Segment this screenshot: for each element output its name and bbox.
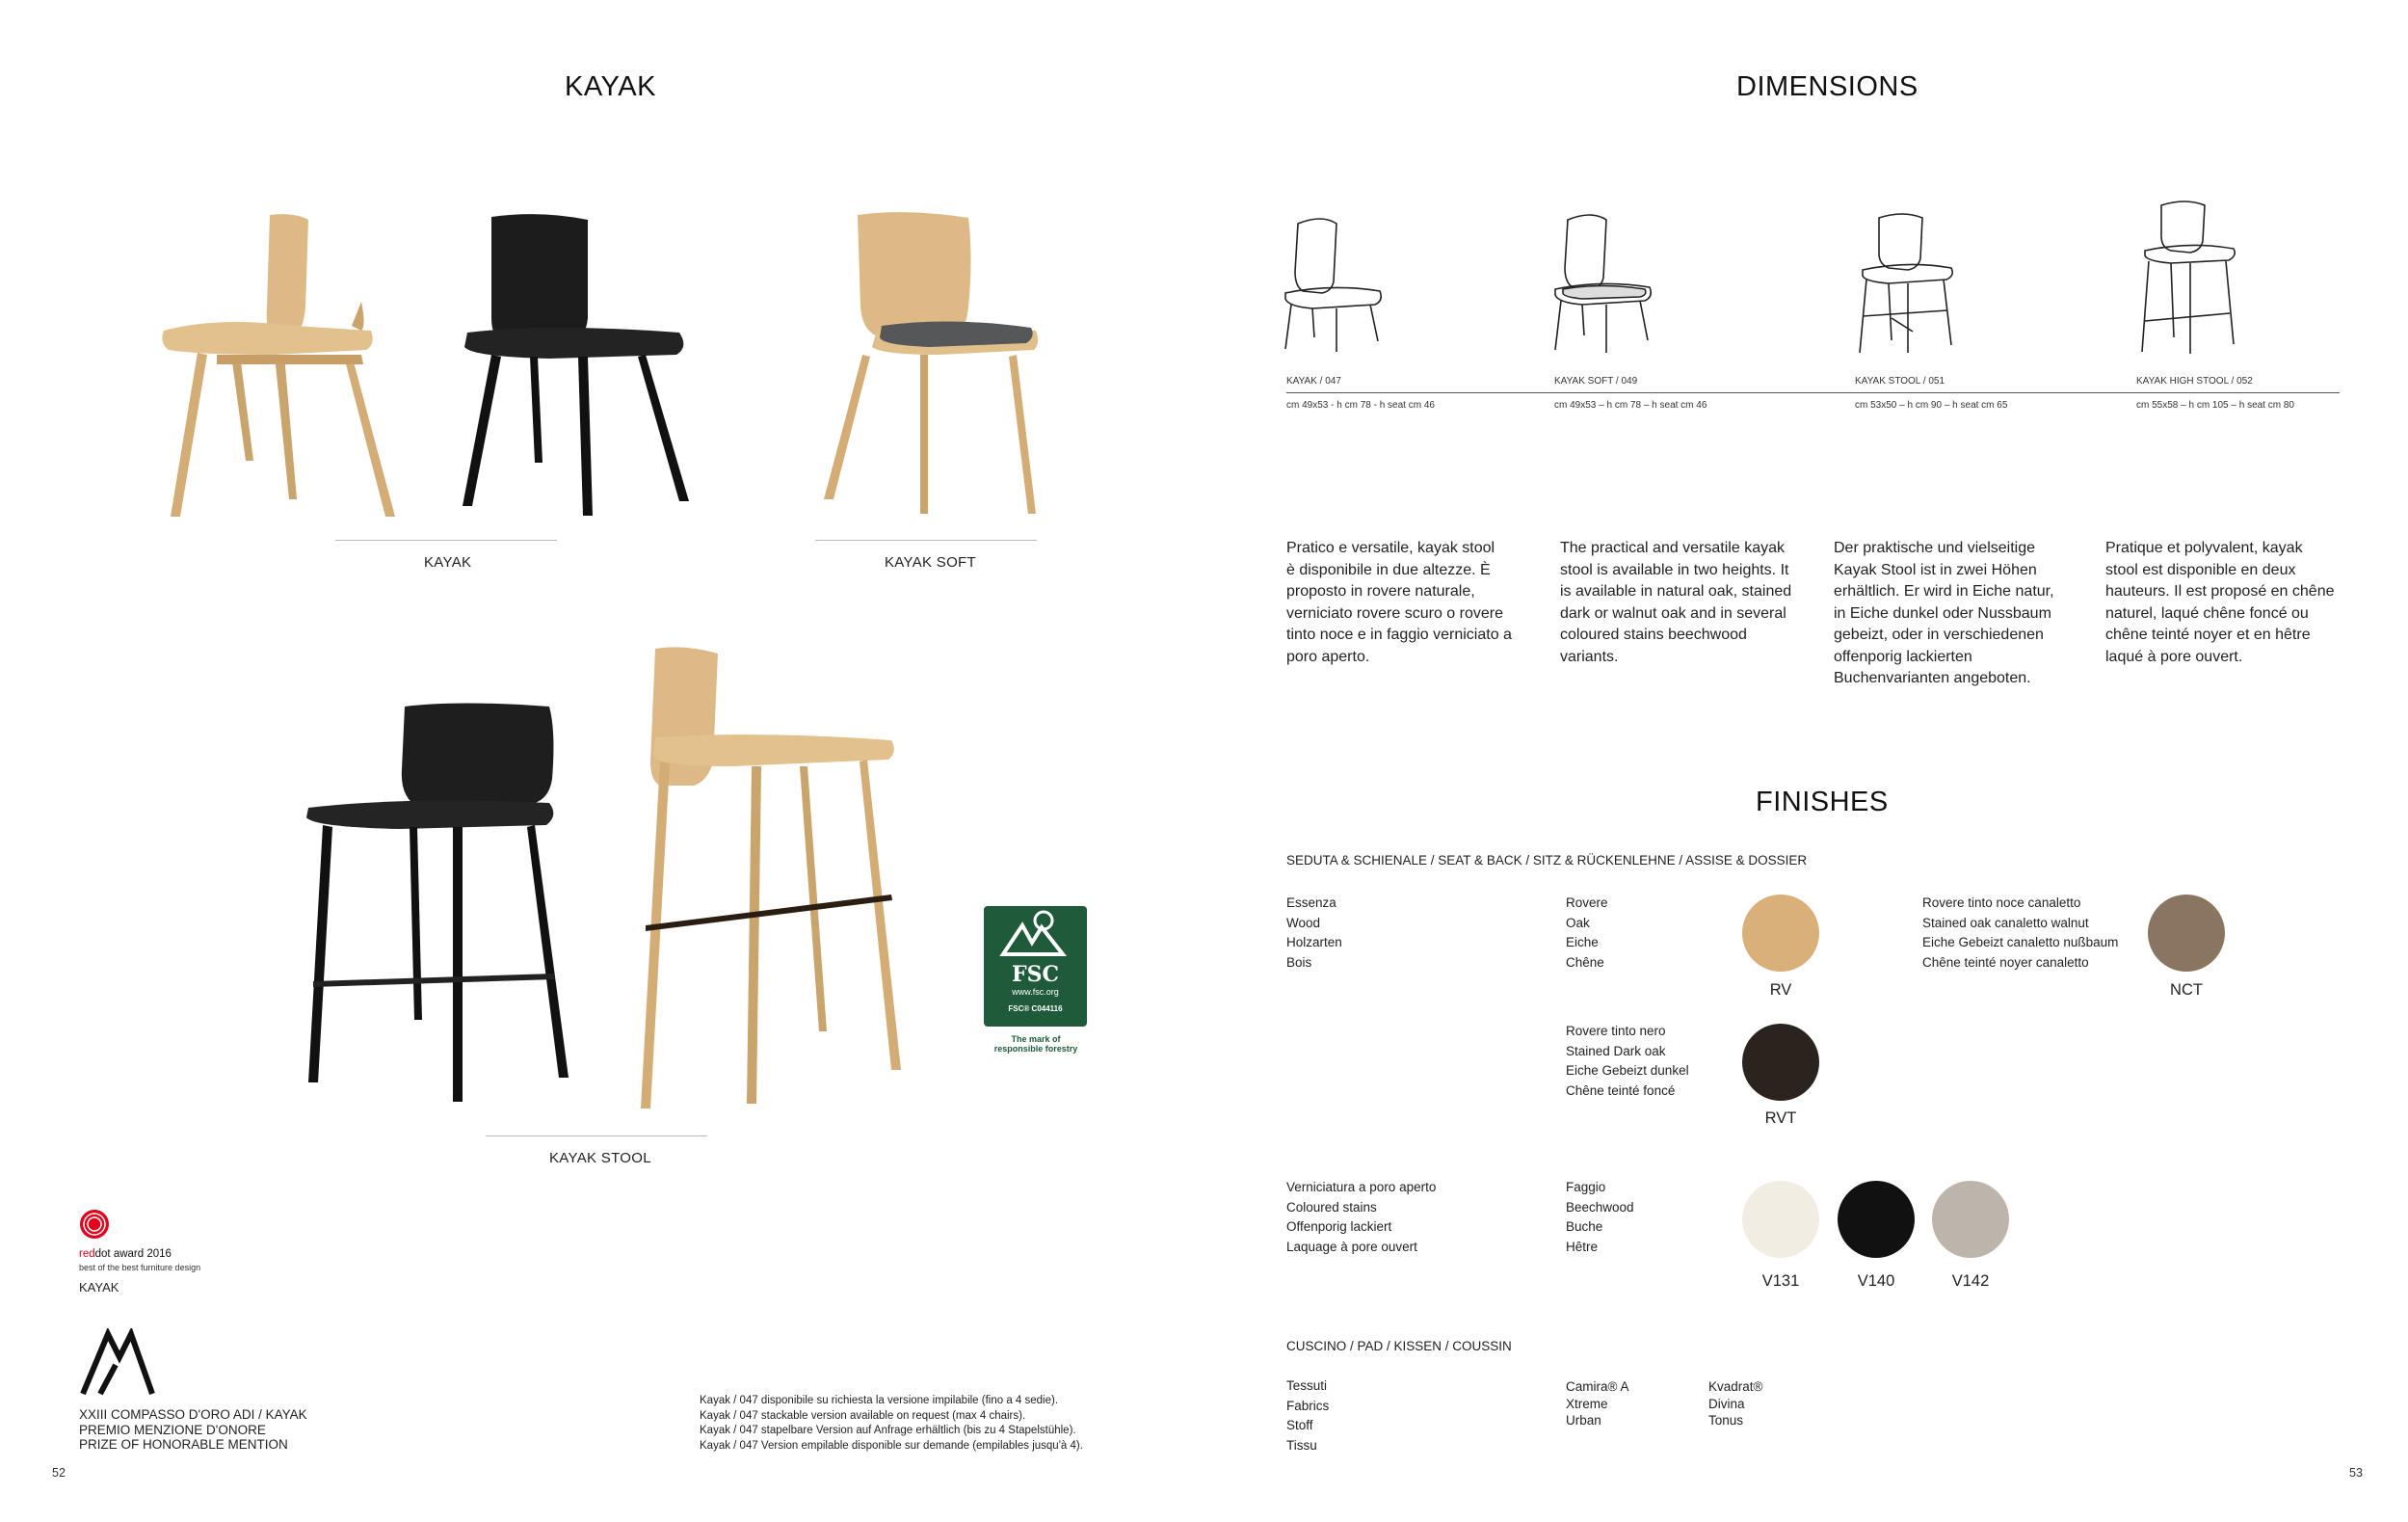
kayak-soft-chair-image [824,210,1045,519]
fsc-url: www.fsc.org [1012,987,1059,997]
reddot-category: best of the best furniture design [79,1263,201,1272]
model-dims-049: cm 49x53 – h cm 78 – h seat cm 46 [1554,400,1707,411]
fsc-tree-icon [984,906,1087,964]
fabrics-camira-list: Camira® A Xtreme Urban [1566,1379,1629,1428]
model-code-049: KAYAK SOFT / 049 [1554,376,1638,387]
kayak-black-chair-image [453,212,694,521]
swatch-v140-code: V140 [1857,1272,1895,1290]
description-french: Pratique et polyvalent, kayak stool est disponible en deux hauteurs. Il est proposé en chêne naturel, laqué chêne foncé ou chêne teinté noyer et en hêtre laqué à pore ouvert. [2105,540,2335,665]
canaletto-list: Rovere tinto noce canaletto Stained oak canaletto walnut Eiche Gebeizt canaletto nußbaum Chêne teinté noyer canaletto [1922,895,2119,970]
model-code-051: KAYAK STOOL / 051 [1855,376,1945,387]
kayak-stool-label: KAYAK STOOL [549,1150,651,1166]
fsc-name: FSC [1011,962,1060,987]
kayak-stool-oak-image [617,646,906,1108]
swatch-v131-code: V131 [1761,1272,1800,1290]
compasso-text: XXIII COMPASSO D'ORO ADI / KAYAK PREMIO MENZIONE D'ONORE PRIZE OF HONORABLE MENTION [79,1407,307,1452]
swatch-rv [1742,895,1819,972]
kayak-label: KAYAK [424,554,472,571]
kayak-oak-chair-image [159,210,410,519]
reddot-product: KAYAK [79,1280,119,1295]
tessuti-list: Tessuti Fabrics Stoff Tissu [1286,1378,1330,1453]
swatch-nct-code: NCT [2170,981,2203,999]
kayak-soft-049-drawing [1553,210,1659,355]
left-page-number: 52 [52,1466,66,1480]
cuscino-heading: CUSCINO / PAD / KISSEN / COUSSIN [1286,1339,1512,1353]
model-dims-051: cm 53x50 – h cm 90 – h seat cm 65 [1855,400,2008,411]
faggio-list: Faggio Beechwood Buche Hêtre [1566,1180,1634,1254]
dimensions-rule [1286,392,2340,393]
fabrics-kvadrat-list: Kvadrat® Divina Tonus [1708,1379,1763,1428]
kayak-stool-black-image [304,702,593,1107]
stackable-notes: Kayak / 047 disponibile su richiesta la versione impilabile (fino a 4 sedie). Kayak / 047 stackable version available on request (max 4 chairs). Kayak / 047 stapelbare Version auf Anfrage erhältlich (bis zu 4 Stapelstühle). Kayak / 047 Version empilable disponible sur demande (empilables jusqu'à 4). [700,1395,1083,1452]
swatch-rvt [1742,1024,1819,1101]
kayak-stool-label-rule [486,1135,707,1136]
swatch-nct [2148,895,2225,972]
swatch-v131 [1742,1181,1819,1258]
swatch-rv-code: RV [1769,981,1792,999]
model-code-052: KAYAK HIGH STOOL / 052 [2136,376,2253,387]
kayak-label-rule [335,540,557,541]
right-page-number: 53 [2349,1466,2363,1480]
swatch-v142 [1932,1181,2009,1258]
kayak-stool-051-drawing [1855,210,1961,355]
left-page-title: KAYAK [565,71,656,102]
essenza-list: Essenza Wood Holzarten Bois [1286,895,1342,970]
swatch-v140 [1838,1181,1915,1258]
nero-list: Rovere tinto nero Stained Dark oak Eiche Gebeizt dunkel Chêne teinté foncé [1566,1024,1689,1098]
swatch-v142-code: V142 [1951,1272,1990,1290]
description-german: Der praktische und vielseitige Kayak Stool ist in zwei Höhen erhältlich. Er wird in Eiche natur, in Eiche dunkel oder Nussbaum gebeizt, oder in verschiedenen offenporig lackierten Buchenvarianten angeboten. [1834,540,2054,686]
model-code-047: KAYAK / 047 [1286,376,1341,387]
fsc-code: FSC® C044116 [1008,1004,1063,1013]
model-dims-052: cm 55x58 – h cm 105 – h seat cm 80 [2136,400,2294,411]
rovere-list: Rovere Oak Eiche Chêne [1566,895,1608,970]
seat-back-heading: SEDUTA & SCHIENALE / SEAT & BACK / SITZ & RÜCKENLEHNE / ASSISE & DOSSIER [1286,853,1808,868]
kayak-high-stool-052-drawing [2137,198,2243,357]
fsc-tagline: The mark of responsible forestry [993,1034,1078,1054]
kayak-soft-label-rule [815,540,1037,541]
reddot-logo-icon [79,1209,110,1240]
verniciatura-list: Verniciatura a poro aperto Coloured stains Offenporig lackiert Laquage à pore ouvert [1286,1180,1437,1254]
fsc-logo [984,906,1087,1027]
compasso-logo-icon [79,1328,156,1396]
description-english: The practical and versatile kayak stool is available in two heights. It is available in natural oak, stained dark or walnut oak and in several coloured stains beechwood variants. [1560,540,1792,665]
finishes-title: FINISHES [1756,787,1889,817]
kayak-soft-label: KAYAK SOFT [885,554,976,571]
kayak-047-drawing [1283,214,1389,354]
dimensions-title: DIMENSIONS [1736,71,1918,102]
reddot-award: reddot award 2016 [79,1248,172,1260]
swatch-rvt-code: RVT [1764,1109,1797,1127]
description-italian: Pratico e versatile, kayak stool è disponibile in due altezze. È proposto in rovere naturale, verniciato rovere scuro o rovere tinto noce e in faggio verniciato a poro aperto. [1286,540,1512,665]
model-dims-047: cm 49x53 - h cm 78 - h seat cm 46 [1286,400,1435,411]
